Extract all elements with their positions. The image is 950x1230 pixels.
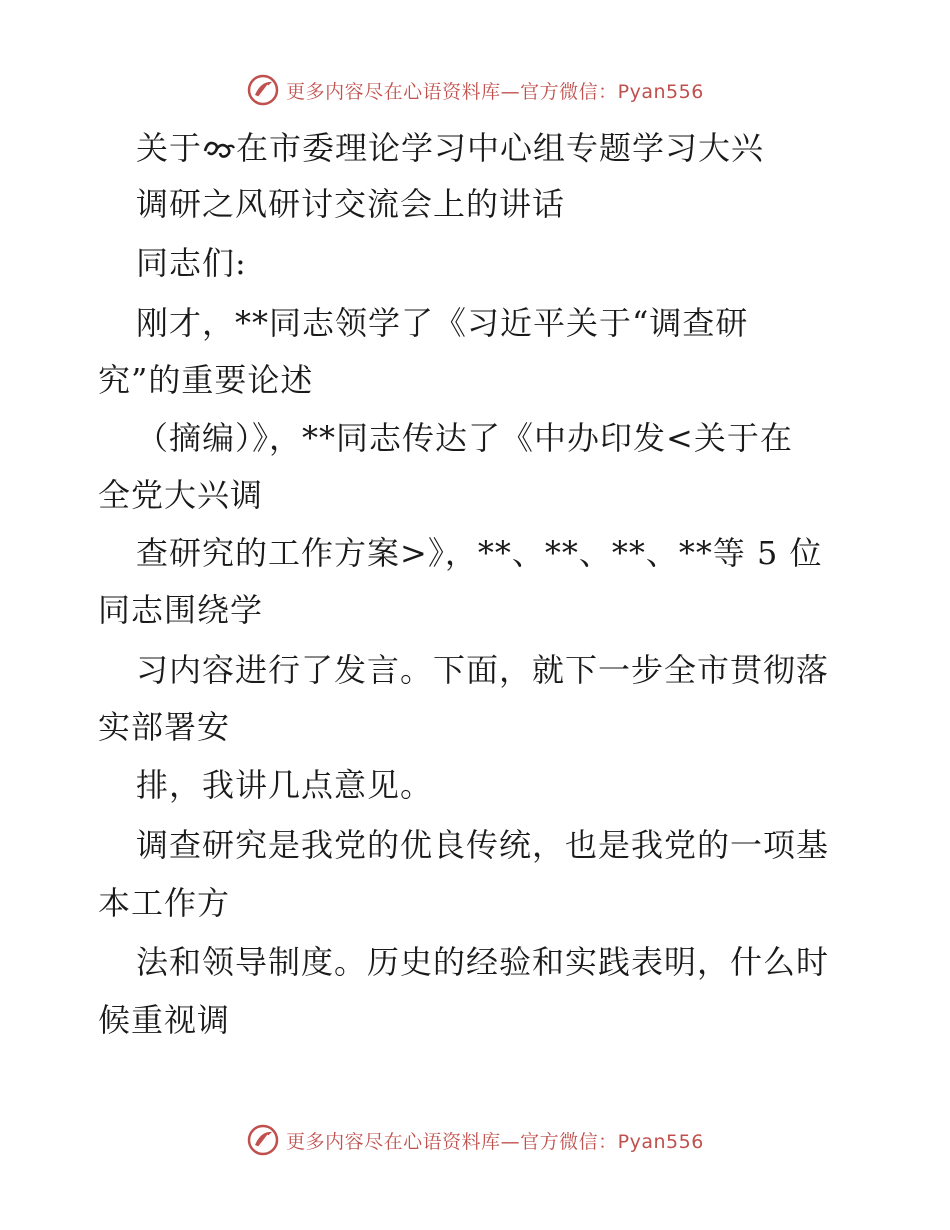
title-prefix: 关于 [136, 129, 203, 167]
footer-banner-dash: — [500, 1130, 521, 1153]
title-line-1 [136, 128, 764, 168]
footer-banner-main: 更多内容尽在心语资料库 [286, 1130, 501, 1153]
redacted-name-glyph-icon [202, 135, 236, 163]
footer-banner-wechat: 官方微信：Pyan556 [520, 1130, 704, 1153]
title-suffix: 在市委理论学习中心组专题学习大兴 [236, 129, 765, 167]
paragraph-line: 刚才，**同志领学了《习近平关于“调查研 [136, 304, 749, 342]
paragraph-line: 本工作方 [98, 884, 231, 922]
header-banner-dash: — [500, 80, 521, 103]
library-logo-icon [246, 73, 280, 107]
paragraph-line: 法和领导制度。历史的经验和实践表明，什么时 [136, 943, 830, 981]
header-banner [0, 70, 950, 110]
salutation: 同志们: [136, 244, 247, 282]
header-banner-wechat: 官方微信：Pyan556 [520, 80, 704, 103]
library-logo-icon [246, 1123, 280, 1157]
header-banner-main: 更多内容尽在心语资料库 [286, 80, 501, 103]
paragraph-line: 全党大兴调 [98, 476, 264, 514]
paragraph-line: 究”的重要论述 [98, 361, 314, 399]
paragraph-line: 候重视调 [98, 1001, 231, 1039]
header-banner-text [286, 77, 704, 104]
footer-banner-text [286, 1127, 704, 1154]
paragraph-line: 排，我讲几点意见。 [136, 766, 434, 804]
paragraph-line: 查研究的工作方案>》，**、**、**、**等 5 位 [136, 534, 823, 572]
paragraph-line: （摘编）》，**同志传达了《中办印发<关于在 [136, 419, 793, 457]
paragraph-line: 同志围绕学 [98, 591, 264, 629]
paragraph-line: 调查研究是我党的优良传统，也是我党的一项基 [136, 826, 830, 864]
footer-banner [0, 1120, 950, 1160]
paragraph-line: 习内容进行了发言。下面，就下一步全市贯彻落 [136, 651, 830, 689]
title-line-2: 调研之风研讨交流会上的讲话 [136, 185, 566, 223]
paragraph-line: 实部署安 [98, 708, 231, 746]
